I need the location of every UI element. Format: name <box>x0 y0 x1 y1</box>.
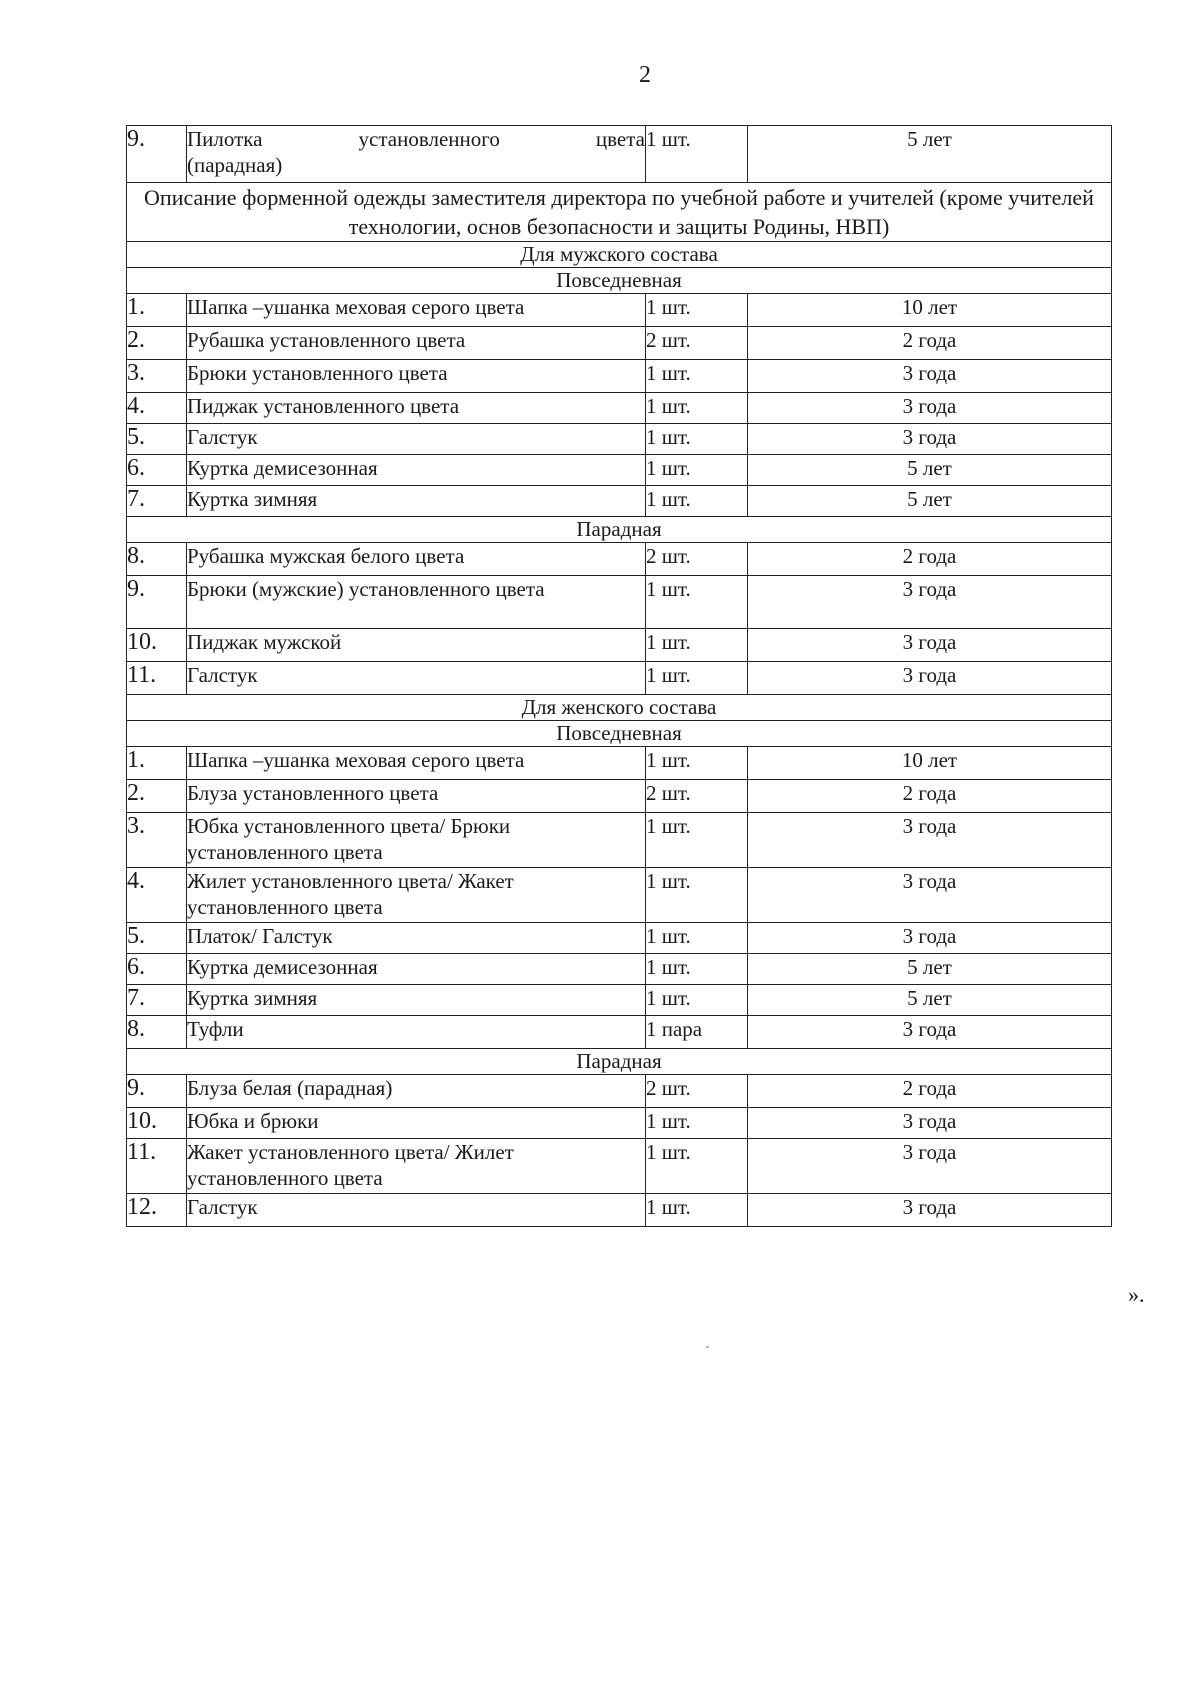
row-number: 2. <box>127 780 187 813</box>
row-number: 6. <box>127 455 187 486</box>
item-name: Куртка зимняя <box>187 486 646 517</box>
item-quantity: 1 шт. <box>646 1194 748 1227</box>
item-name: Куртка демисезонная <box>187 954 646 985</box>
item-term: 2 года <box>748 780 1112 813</box>
item-name: Брюки (мужские) установленного цвета <box>187 576 646 629</box>
table-row <box>127 294 1112 327</box>
item-term: 10 лет <box>748 294 1112 327</box>
item-quantity: 2 шт. <box>646 543 748 576</box>
table-row <box>127 747 1112 780</box>
item-name-word: установленного <box>358 127 500 151</box>
row-number: 2. <box>127 327 187 360</box>
item-quantity: 1 шт. <box>646 126 748 183</box>
item-name-line2: (парадная) <box>187 153 283 177</box>
table-row <box>127 1194 1112 1227</box>
item-term: 3 года <box>748 360 1112 393</box>
item-term: 5 лет <box>748 486 1112 517</box>
item-term: 5 лет <box>748 126 1112 183</box>
item-quantity: 1 шт. <box>646 360 748 393</box>
table-row <box>127 543 1112 576</box>
item-term: 2 года <box>748 543 1112 576</box>
table-row <box>127 1075 1112 1108</box>
scan-artifact <box>706 1346 709 1348</box>
item-term: 2 года <box>748 327 1112 360</box>
item-quantity: 1 шт. <box>646 294 748 327</box>
row-number: 10. <box>127 629 187 662</box>
item-name: Галстук <box>187 424 646 455</box>
item-name: Куртка демисезонная <box>187 455 646 486</box>
item-term: 3 года <box>748 424 1112 455</box>
item-quantity: 1 шт. <box>646 424 748 455</box>
item-term: 2 года <box>748 1075 1112 1108</box>
table-row <box>127 393 1112 424</box>
table-row-pilotka <box>127 126 1112 183</box>
group-header-row <box>127 242 1112 268</box>
item-name-word: цвета <box>595 127 645 151</box>
row-number: 11. <box>127 662 187 695</box>
item-term: 3 года <box>748 1108 1112 1139</box>
item-quantity: 1 шт. <box>646 1139 748 1194</box>
item-term: 5 лет <box>748 954 1112 985</box>
table-row <box>127 629 1112 662</box>
table-row <box>127 486 1112 517</box>
row-number: 7. <box>127 985 187 1016</box>
item-term: 3 года <box>748 1194 1112 1227</box>
item-term: 5 лет <box>748 455 1112 486</box>
table-row <box>127 455 1112 486</box>
item-term: 3 года <box>748 923 1112 954</box>
section-title: Парадная <box>127 1049 1112 1075</box>
item-term: 3 года <box>748 662 1112 695</box>
item-term: 3 года <box>748 813 1112 868</box>
table-row <box>127 813 1112 868</box>
row-number: 9. <box>127 126 187 183</box>
item-name: Блуза установленного цвета <box>187 780 646 813</box>
table-row <box>127 923 1112 954</box>
table-row <box>127 1139 1112 1194</box>
row-number: 9. <box>127 1075 187 1108</box>
item-quantity: 1 шт. <box>646 393 748 424</box>
item-term: 3 года <box>748 576 1112 629</box>
row-number: 5. <box>127 424 187 455</box>
item-quantity: 1 шт. <box>646 629 748 662</box>
item-quantity: 1 пара <box>646 1016 748 1049</box>
table-row <box>127 985 1112 1016</box>
row-number: 6. <box>127 954 187 985</box>
section-header-row <box>127 268 1112 294</box>
closing-quote: ». <box>1128 1282 1145 1307</box>
row-number: 4. <box>127 393 187 424</box>
row-number: 3. <box>127 813 187 868</box>
section-header-row <box>127 517 1112 543</box>
item-quantity: 1 шт. <box>646 813 748 868</box>
item-quantity: 2 шт. <box>646 780 748 813</box>
item-term: 3 года <box>748 629 1112 662</box>
row-number: 7. <box>127 486 187 517</box>
item-quantity: 2 шт. <box>646 1075 748 1108</box>
row-number: 9. <box>127 576 187 629</box>
item-quantity: 1 шт. <box>646 868 748 923</box>
item-term: 3 года <box>748 1016 1112 1049</box>
section-title: Повседневная <box>127 721 1112 747</box>
item-name: Жакет установленного цвета/ Жилет установленного цвета <box>187 1139 646 1194</box>
row-number: 8. <box>127 1016 187 1049</box>
row-number: 12. <box>127 1194 187 1227</box>
group-title: Для мужского состава <box>127 242 1112 268</box>
row-number: 3. <box>127 360 187 393</box>
item-name: Шапка –ушанка меховая серого цвета <box>187 747 646 780</box>
table-row <box>127 327 1112 360</box>
row-number: 1. <box>127 747 187 780</box>
page-number: 2 <box>639 62 651 88</box>
table-row <box>127 662 1112 695</box>
row-number: 4. <box>127 868 187 923</box>
item-term: 5 лет <box>748 985 1112 1016</box>
item-name: Шапка –ушанка меховая серого цвета <box>187 294 646 327</box>
group-header-row <box>127 695 1112 721</box>
item-name: Брюки установленного цвета <box>187 360 646 393</box>
item-name: Юбка установленного цвета/ Брюки установленного цвета <box>187 813 646 868</box>
item-quantity: 1 шт. <box>646 747 748 780</box>
item-quantity: 1 шт. <box>646 1108 748 1139</box>
section-header-row <box>127 721 1112 747</box>
item-name: Галстук <box>187 662 646 695</box>
item-name-word: Пилотка <box>187 127 263 151</box>
table-description: Описание форменной одежды заместителя директора по учебной работе и учителей (кроме учителей технологии, основ безопасности и защиты Родины, НВП) <box>127 183 1112 242</box>
table-row <box>127 1016 1112 1049</box>
item-term: 3 года <box>748 1139 1112 1194</box>
table-row <box>127 360 1112 393</box>
table-row <box>127 868 1112 923</box>
row-number: 11. <box>127 1139 187 1194</box>
uniform-table <box>126 125 1112 1227</box>
item-name: Рубашка мужская белого цвета <box>187 543 646 576</box>
item-term: 10 лет <box>748 747 1112 780</box>
item-name: Пиджак установленного цвета <box>187 393 646 424</box>
item-quantity: 1 шт. <box>646 954 748 985</box>
table-row <box>127 576 1112 629</box>
item-quantity: 1 шт. <box>646 662 748 695</box>
row-number: 10. <box>127 1108 187 1139</box>
table-row <box>127 780 1112 813</box>
item-quantity: 1 шт. <box>646 985 748 1016</box>
row-number: 1. <box>127 294 187 327</box>
row-number: 8. <box>127 543 187 576</box>
item-name: Платок/ Галстук <box>187 923 646 954</box>
item-quantity: 1 шт. <box>646 486 748 517</box>
item-name: Жилет установленного цвета/ Жакет установленного цвета <box>187 868 646 923</box>
table-row <box>127 424 1112 455</box>
item-name <box>187 126 646 183</box>
group-title: Для женского состава <box>127 695 1112 721</box>
item-name: Куртка зимняя <box>187 985 646 1016</box>
section-header-row <box>127 1049 1112 1075</box>
item-quantity: 1 шт. <box>646 576 748 629</box>
item-quantity: 2 шт. <box>646 327 748 360</box>
item-name: Юбка и брюки <box>187 1108 646 1139</box>
item-term: 3 года <box>748 393 1112 424</box>
item-quantity: 1 шт. <box>646 923 748 954</box>
description-row <box>127 183 1112 242</box>
item-term: 3 года <box>748 868 1112 923</box>
item-name: Пиджак мужской <box>187 629 646 662</box>
item-name: Галстук <box>187 1194 646 1227</box>
row-number: 5. <box>127 923 187 954</box>
item-quantity: 1 шт. <box>646 455 748 486</box>
table-row <box>127 954 1112 985</box>
item-name: Рубашка установленного цвета <box>187 327 646 360</box>
item-name: Блуза белая (парадная) <box>187 1075 646 1108</box>
item-name: Туфли <box>187 1016 646 1049</box>
section-title: Парадная <box>127 517 1112 543</box>
table-row <box>127 1108 1112 1139</box>
section-title: Повседневная <box>127 268 1112 294</box>
